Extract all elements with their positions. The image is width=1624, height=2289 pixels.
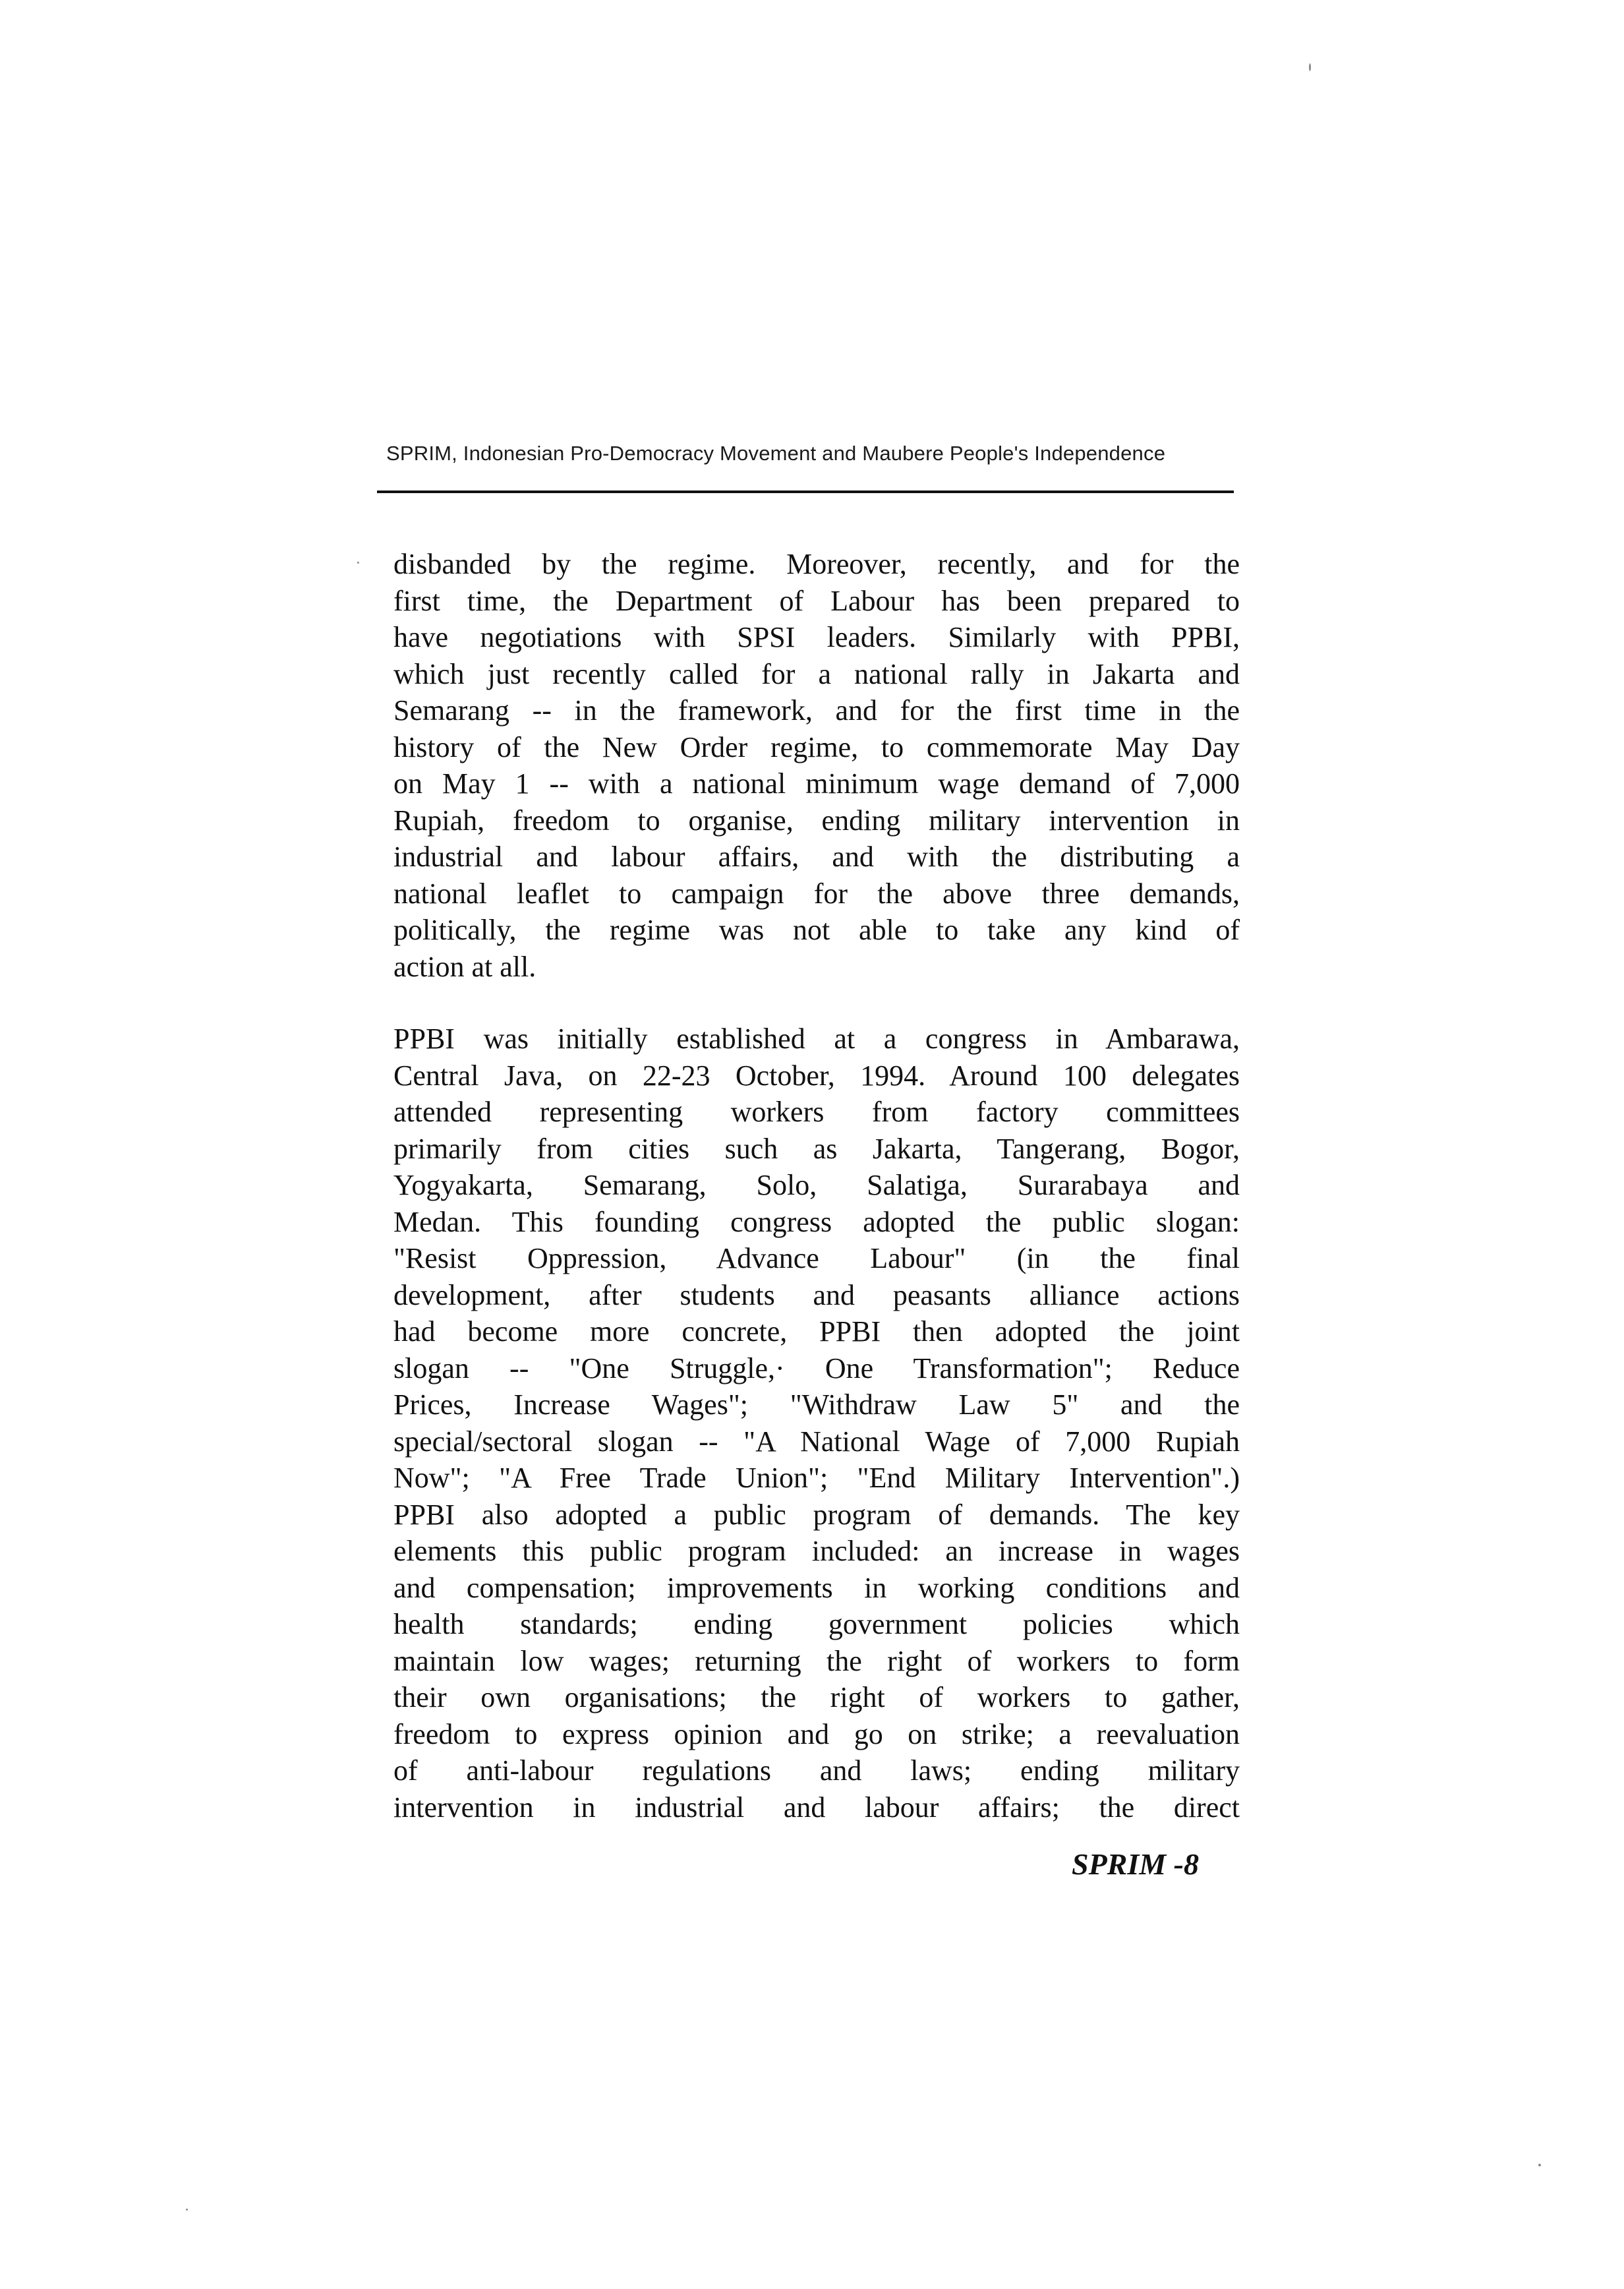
scan-speck [186,2209,188,2211]
page-number: SPRIM -8 [1072,1847,1199,1881]
paragraph-line: intervention in industrial and labour affairs; the direct [393,1791,1240,1824]
scan-speck [1309,63,1311,71]
paragraph-line: and compensation; improvements in working conditions and [393,1571,1240,1604]
paragraph-line: on May 1 -- with a national minimum wage demand of 7,000 [393,767,1240,800]
paragraph-line: Medan. This founding congress adopted the public slogan: [393,1205,1240,1238]
paragraph-line: Yogyakarta, Semarang, Solo, Salatiga, Surarabaya and [393,1169,1240,1201]
paragraph-line: PPBI also adopted a public program of demands. The key [393,1498,1240,1531]
paragraph-line: freedom to express opinion and go on strike; a reevaluation [393,1717,1240,1750]
paragraph-line: primarily from cities such as Jakarta, Tangerang, Bogor, [393,1132,1240,1165]
paragraph-line: of anti-labour regulations and laws; ending military [393,1754,1240,1787]
paragraph-line: development, after students and peasants alliance actions [393,1278,1240,1311]
paragraph-line: special/sectoral slogan -- "A National Wage of 7,000 Rupiah [393,1425,1240,1458]
paragraph-line: national leaflet to campaign for the above three demands, [393,877,1240,910]
margin-mark: ⋅ [356,555,361,572]
paragraph-line: Rupiah, freedom to organise, ending military intervention in [393,804,1240,837]
paragraph-line: "Resist Oppression, Advance Labour" (in the final [393,1242,1240,1274]
paragraph-line: their own organisations; the right of workers to gather, [393,1681,1240,1713]
paragraph-line: disbanded by the regime. Moreover, recently, and for the [393,548,1240,580]
scan-speck [1538,2164,1541,2166]
paragraph-line: action at all. [393,950,536,983]
paragraph-line: Central Java, on 22-23 October, 1994. Around 100 delegates [393,1059,1240,1092]
paragraph-line: attended representing workers from factory committees [393,1096,1240,1128]
running-header: SPRIM, Indonesian Pro-Democracy Movement and Maubere People's Independence [386,442,1166,465]
paragraph-line: PPBI was initially established at a congress in Ambarawa, [393,1023,1240,1055]
paragraph-2 [393,1021,1240,1826]
paragraph-line: maintain low wages; returning the right of workers to form [393,1644,1240,1677]
paragraph-line: first time, the Department of Labour has been prepared to [393,584,1240,617]
paragraph-line: politically, the regime was not able to take any kind of [393,914,1240,946]
paragraph-1 [393,546,1240,985]
paragraph-line: health standards; ending government policies which [393,1608,1240,1640]
paragraph-line: have negotiations with SPSI leaders. Similarly with PPBI, [393,621,1240,653]
paragraph-line: which just recently called for a national rally in Jakarta and [393,657,1240,690]
paragraph-line: elements this public program included: an increase in wages [393,1535,1240,1567]
paragraph-line: history of the New Order regime, to commemorate May Day [393,730,1240,763]
paragraph-line: Prices, Increase Wages"; "Withdraw Law 5" and the [393,1388,1240,1421]
paragraph-line: had become more concrete, PPBI then adopted the joint [393,1315,1240,1348]
paragraph-line: Now"; "A Free Trade Union"; "End Military Intervention".) [393,1462,1240,1494]
paragraph-line: industrial and labour affairs, and with the distributing a [393,841,1240,873]
paragraph-line: slogan -- "One Struggle,· One Transformation"; Reduce [393,1352,1240,1384]
paragraph-line: Semarang -- in the framework, and for the first time in the [393,694,1240,727]
header-rule [377,490,1234,493]
